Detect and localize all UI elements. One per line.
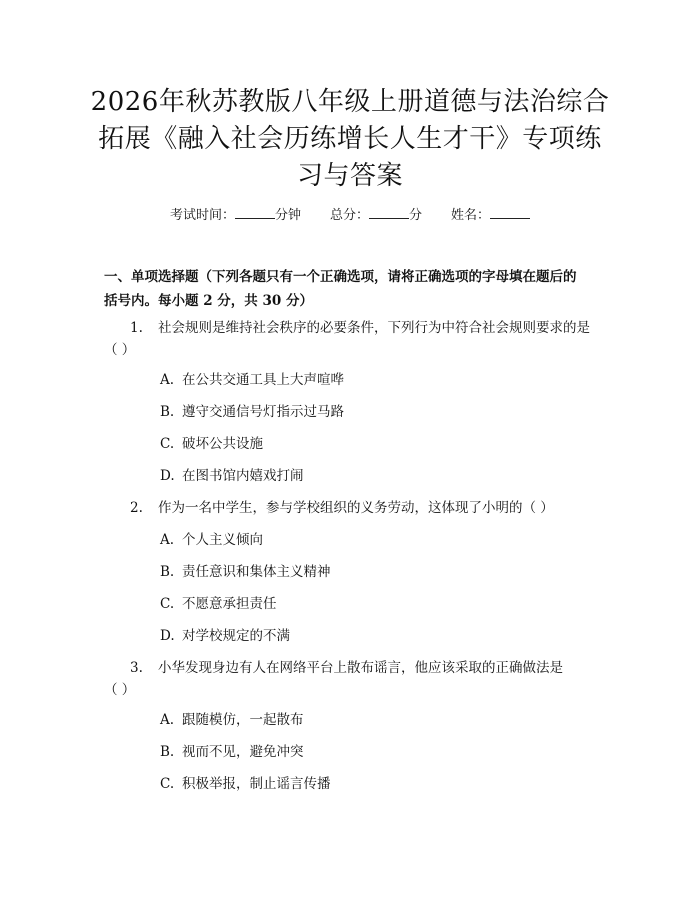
- option-text: 遵守交通信号灯指示过马路: [182, 404, 344, 420]
- option-letter: D.: [160, 468, 175, 484]
- title-line-1: 2026年秋苏教版八年级上册道德与法治综合: [90, 87, 610, 117]
- question-bracket: （ ）: [104, 682, 136, 698]
- option-text: 视而不见，避免冲突: [182, 744, 304, 760]
- option-letter: C.: [160, 776, 175, 792]
- question-bracket: （ ）: [104, 342, 136, 358]
- score-blank: [369, 206, 409, 219]
- title-line-2: 拓展《融入社会历练增长人生才干》专项练: [98, 124, 602, 154]
- page-title: [90, 84, 610, 195]
- question-number: 1.: [130, 320, 143, 336]
- option-text: 责任意识和集体主义精神: [182, 564, 331, 580]
- question-text: 作为一名中学生，参与学校组织的义务劳动，这体现了小明的（ ）: [158, 500, 554, 516]
- option-3b: [160, 742, 304, 762]
- option-2c: [160, 594, 277, 614]
- option-text: 跟随模仿，一起散布: [182, 712, 304, 728]
- score-unit: 分: [409, 208, 423, 223]
- name-label: 姓名：: [450, 208, 490, 223]
- name-blank: [490, 206, 530, 219]
- option-2b: [160, 562, 331, 582]
- question-text: 社会规则是维持社会秩序的必要条件，下列行为中符合社会规则要求的是: [158, 320, 590, 336]
- option-letter: C.: [160, 436, 175, 452]
- option-text: 在图书馆内嬉戏打闹: [182, 468, 304, 484]
- option-letter: C.: [160, 596, 175, 612]
- option-1b: [160, 402, 344, 422]
- option-text: 在公共交通工具上大声喧哗: [182, 372, 344, 388]
- score-label: 总分：: [329, 208, 369, 223]
- option-letter: B.: [160, 744, 175, 760]
- option-letter: A.: [160, 532, 175, 548]
- option-letter: B.: [160, 404, 175, 420]
- option-2a: [160, 530, 263, 550]
- title-line-3: 习与答案: [296, 161, 403, 191]
- section-heading: [104, 265, 600, 313]
- option-3a: [160, 710, 304, 730]
- option-1a: [160, 370, 344, 390]
- option-text: 积极举报，制止谣言传播: [182, 776, 331, 792]
- option-3c: [160, 774, 331, 794]
- option-letter: B.: [160, 564, 175, 580]
- exam-meta: [0, 206, 700, 225]
- section-heading-line-2: 括号内。每小题 2 分，共 30 分）: [104, 293, 313, 309]
- option-letter: A.: [160, 372, 175, 388]
- question-number: 3.: [130, 660, 143, 676]
- time-unit: 分钟: [275, 208, 302, 223]
- question-2: [104, 497, 604, 519]
- option-letter: A.: [160, 712, 175, 728]
- option-1c: [160, 434, 263, 454]
- question-number: 2.: [130, 500, 143, 516]
- option-text: 对学校规定的不满: [182, 628, 290, 644]
- option-1d: [160, 466, 304, 486]
- question-text: 小华发现身边有人在网络平台上散布谣言，他应该采取的正确做法是: [158, 660, 563, 676]
- option-text: 个人主义倾向: [182, 532, 263, 548]
- option-text: 破坏公共设施: [182, 436, 263, 452]
- option-text: 不愿意承担责任: [182, 596, 277, 612]
- option-2d: [160, 626, 290, 646]
- option-letter: D.: [160, 628, 175, 644]
- time-blank: [235, 206, 275, 219]
- question-1: [104, 317, 604, 361]
- section-heading-line-1: 一、单项选择题（下列各题只有一个正确选项，请将正确选项的字母填在题后的: [104, 269, 577, 285]
- question-3: [104, 657, 604, 701]
- time-label: 考试时间：: [170, 208, 236, 223]
